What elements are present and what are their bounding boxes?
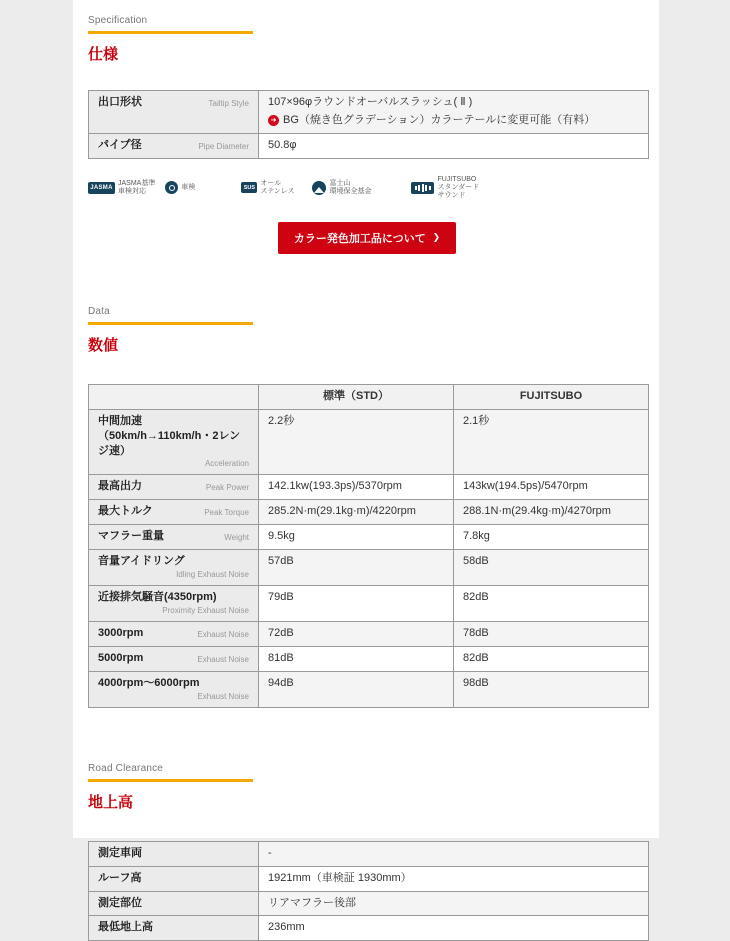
fujitsubo-value: 2.1秒 [454, 409, 649, 475]
row-label: 測定部位 [98, 896, 142, 909]
fujitsubo-value: 288.1N·m(29.4kg·m)/4270rpm [454, 500, 649, 525]
section-road-clearance [88, 763, 646, 812]
std-value: 81dB [259, 646, 454, 671]
row-label-en: Peak Torque [204, 508, 249, 518]
section-title-clearance: 地上高 [88, 793, 134, 811]
section-title-spec: 仕様 [88, 46, 119, 63]
bg-color-option-link[interactable] [268, 113, 639, 129]
badge-label: オール [260, 179, 282, 187]
mount-fuji-icon [312, 181, 326, 195]
row-value: リアマフラー後部 [259, 891, 649, 916]
fuji-fund-badge [312, 180, 371, 196]
section-eyebrow: Specification [88, 15, 148, 26]
data-row-peak-power [89, 475, 649, 500]
section-specification [88, 15, 646, 64]
spec-label-en: Pipe Diameter [198, 141, 249, 151]
badge-label: JASMA基準 [118, 179, 156, 187]
row-label-en: Idling Exhaust Noise [176, 570, 249, 580]
spec-table [88, 90, 649, 159]
fujitsubo-value: 58dB [454, 550, 649, 586]
empty-header-cell [89, 384, 259, 409]
std-value: 57dB [259, 550, 454, 586]
color-finish-button-label: カラー発色加工品について [293, 232, 426, 245]
row-label-jp: 中間加速（50km/h→110km/h・2レンジ速） [98, 414, 241, 457]
row-label-jp: 最高出力 [98, 480, 142, 493]
fujitsubo-value: 98dB [454, 671, 649, 707]
row-label-jp: 3000rpm [98, 626, 144, 639]
row-value: 1921mm（車検証 1930mm） [259, 866, 649, 891]
spec-label-en: Tailtip Style [208, 98, 249, 108]
std-value: 79dB [259, 586, 454, 622]
badge-label: 車検 [181, 183, 196, 191]
chevron-right-icon: ❯ [432, 232, 441, 243]
arrow-circle-icon: ➜ [268, 115, 279, 126]
circle-mark-icon [165, 181, 178, 194]
data-row-proximity-noise [89, 586, 649, 622]
fujitsubo-value: 143kw(194.5ps)/5470rpm [454, 475, 649, 500]
std-value: 142.1kw(193.3ps)/5370rpm [259, 475, 454, 500]
column-header-std: 標準（STD） [259, 384, 454, 409]
std-value: 2.2秒 [259, 409, 454, 475]
row-value: - [259, 841, 649, 866]
row-label-en: Weight [224, 533, 249, 543]
data-row-4000-6000rpm [89, 671, 649, 707]
std-value: 285.2N·m(29.1kg·m)/4220rpm [259, 500, 454, 525]
pipe-diameter-value: 50.8φ [259, 133, 649, 158]
shaken-badge [165, 181, 195, 194]
row-label-en: Exhaust Noise [197, 629, 249, 639]
row-label-en: Exhaust Noise [197, 691, 249, 701]
accent-underline [88, 779, 253, 782]
accent-underline [88, 322, 253, 325]
data-row-5000rpm [89, 646, 649, 671]
sus-logo-icon: SUS [241, 182, 257, 193]
all-stainless-badge [241, 180, 294, 196]
data-row-peak-torque [89, 500, 649, 525]
row-label-en: Exhaust Noise [197, 654, 249, 664]
row-label: ルーフ高 [98, 871, 142, 884]
row-label-jp: 4000rpm〜6000rpm [98, 676, 200, 689]
jasma-badge [88, 180, 155, 196]
data-table-header-row [89, 384, 649, 409]
section-data [88, 306, 646, 355]
spec-label-jp: パイプ径 [98, 138, 142, 151]
data-row-3000rpm [89, 621, 649, 646]
row-label: 最低地上高 [98, 921, 153, 934]
std-value: 72dB [259, 621, 454, 646]
row-label-jp: 音量アイドリング [98, 555, 185, 568]
jasma-logo-icon: JASMA [88, 182, 115, 194]
clearance-row-min-clearance [89, 916, 649, 941]
fujitsubo-value: 7.8kg [454, 525, 649, 550]
clearance-table [88, 841, 649, 941]
data-table [88, 384, 649, 708]
button-row [88, 222, 646, 254]
fujitsubo-value: 78dB [454, 621, 649, 646]
spec-row-pipe [89, 133, 649, 158]
badge-label: ステンレス [260, 187, 295, 195]
fujitsubo-value: 82dB [454, 586, 649, 622]
column-header-fujitsubo: FUJITSUBO [454, 384, 649, 409]
badge-label: FUJITSUBO [437, 175, 477, 183]
row-label-jp: 近接排気騒音(4350rpm) [98, 591, 217, 604]
section-title-data: 数値 [88, 336, 119, 354]
std-value: 9.5kg [259, 525, 454, 550]
badge-label: スタンダード [437, 183, 480, 191]
accent-underline [88, 31, 253, 34]
row-label: 測定車両 [98, 846, 142, 859]
spec-label-jp: 出口形状 [98, 96, 142, 108]
bg-color-option-text: BG（焼き色グラデーション）カラーテールに変更可能（有料） [283, 113, 596, 126]
std-value: 94dB [259, 671, 454, 707]
section-eyebrow: Road Clearance [88, 762, 164, 774]
badge-label: 環境保全基金 [329, 187, 372, 195]
clearance-row-measure-point [89, 891, 649, 916]
row-label-jp: マフラー重量 [98, 530, 164, 543]
color-finish-button[interactable] [278, 222, 456, 254]
section-eyebrow: Data [88, 305, 110, 317]
badge-label: 車検対応 [118, 187, 146, 195]
data-row-acceleration [89, 409, 649, 475]
badge-label: 富士山 [329, 179, 351, 187]
clearance-row-roof-height [89, 866, 649, 891]
row-label-en: Acceleration [204, 459, 249, 469]
content-area [73, 0, 659, 934]
fujitsubo-value: 82dB [454, 646, 649, 671]
row-label-en: Peak Power [205, 483, 249, 493]
data-row-weight [89, 525, 649, 550]
row-label-en: Proximity Exhaust Noise [162, 605, 249, 615]
spec-row-tailtip [89, 91, 649, 134]
standard-sound-badge [411, 176, 479, 200]
row-label-jp: 最大トルク [98, 505, 153, 518]
row-value: 236mm [259, 916, 649, 941]
clearance-row-vehicle [89, 841, 649, 866]
tailtip-value: 107×96φラウンドオーバルスラッシュ( Ⅱ ) [268, 96, 473, 108]
data-row-idling-noise [89, 550, 649, 586]
row-label-jp: 5000rpm [98, 651, 144, 664]
badge-label: サウンド [437, 191, 466, 199]
sound-bars-icon [411, 182, 434, 194]
certification-badges [88, 176, 646, 200]
